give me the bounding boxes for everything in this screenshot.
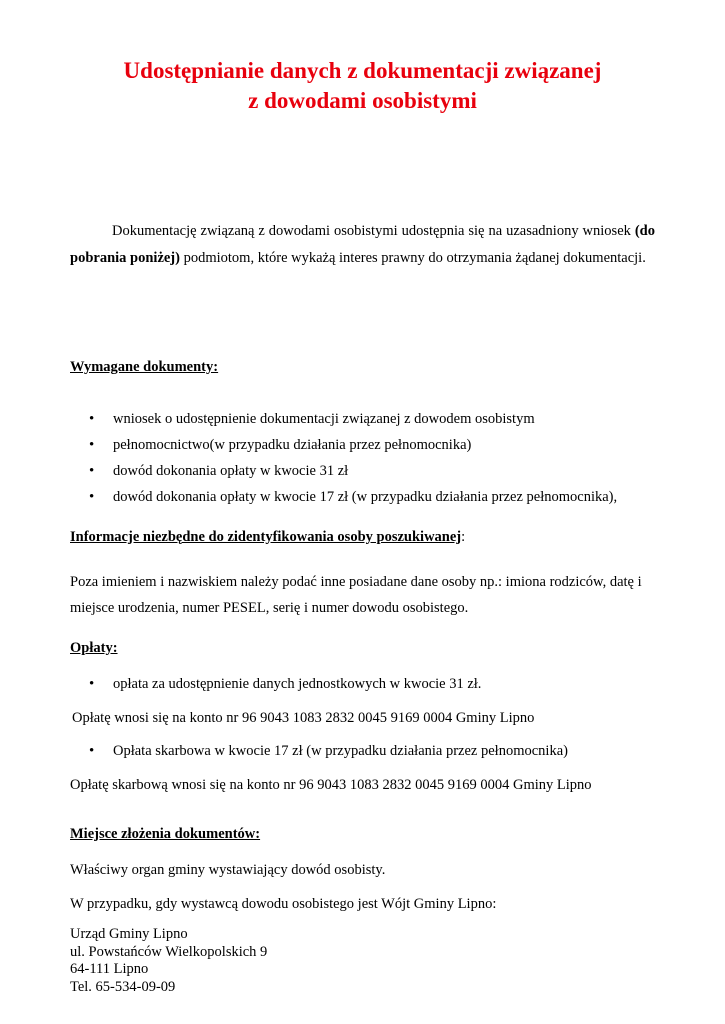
identification-line-1: Poza imieniem i nazwiskiem należy podać inne posiadane dane osoby np.: imiona rodziców, datę i [70, 574, 642, 590]
intro-text-2: podmiotom, które wykażą interes prawny do otrzymania żądanej dokumentacji. [179, 250, 646, 266]
title-line-2: z dowodami osobistymi [248, 88, 477, 113]
fees-list-1 [0, 674, 481, 700]
identification-heading-row [70, 527, 465, 547]
title-line-1: Udostępnianie danych z dokumentacji związanej [123, 58, 602, 83]
identification-heading: Informacje niezbędne do zidentyfikowania osoby poszukiwanej [70, 529, 462, 545]
fees-account-2: Opłatę skarbową wnosi się na konto nr 96 9043 1083 2832 0045 9169 0004 Gminy Lipno [70, 777, 592, 793]
list-item: • dowód dokonania opłaty w kwocie 31 zł [0, 461, 617, 487]
identification-paragraph [70, 569, 642, 621]
address-line: Urząd Gminy Lipno [70, 926, 188, 942]
page-title [0, 56, 725, 116]
office-address [70, 926, 267, 996]
place-line-1: Właściwy organ gminy wystawiający dowód osobisty. [70, 862, 386, 878]
fees-list-2 [0, 741, 568, 767]
list-item: • pełnomocnictwo(w przypadku działania przez pełnomocnika) [0, 435, 617, 461]
list-item: • wniosek o udostępnienie dokumentacji związanej z dowodem osobistym [0, 409, 617, 435]
intro-paragraph [70, 218, 655, 272]
place-line-2: W przypadku, gdy wystawcą dowodu osobistego jest Wójt Gminy Lipno: [70, 896, 497, 912]
fees-heading: Opłaty: [70, 640, 118, 656]
address-line: 64-111 Lipno [70, 961, 149, 977]
required-documents-list [0, 409, 617, 513]
identification-colon: : [461, 529, 466, 545]
intro-text-1: Dokumentację związaną z dowodami osobistymi udostępnia się na uzasadniony wniosek [112, 223, 635, 239]
fees-account-1: Opłatę wnosi się na konto nr 96 9043 1083 2832 0045 9169 0004 Gminy Lipno [72, 710, 535, 726]
identification-line-2: miejsce urodzenia, numer PESEL, serię i numer dowodu osobistego. [70, 600, 469, 616]
address-line: ul. Powstańców Wielkopolskich 9 [70, 943, 268, 960]
place-heading: Miejsce złożenia dokumentów: [70, 826, 261, 842]
intro-bold-note: (do pobrania poniżej) [70, 223, 655, 266]
list-item: • opłata za udostępnienie danych jednostkowych w kwocie 31 zł. [0, 674, 481, 700]
list-item: • Opłata skarbowa w kwocie 17 zł (w przypadku działania przez pełnomocnika) [0, 741, 568, 767]
required-documents-heading: Wymagane dokumenty: [70, 359, 219, 375]
list-item: • dowód dokonania opłaty w kwocie 17 zł (w przypadku działania przez pełnomocnika), [0, 487, 617, 513]
address-line: Tel. 65-534-09-09 [70, 978, 176, 995]
